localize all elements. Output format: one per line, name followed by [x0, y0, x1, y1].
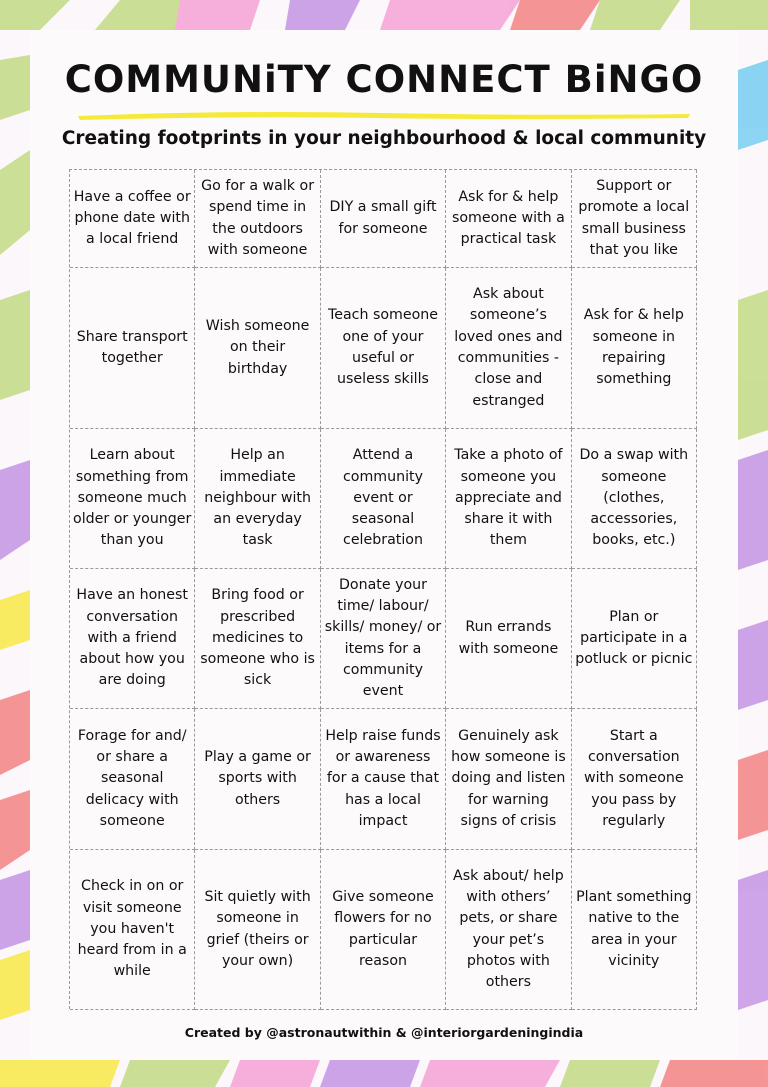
- bingo-cell: Have an honest conversation with a friend about how you are doing: [70, 569, 195, 709]
- bingo-cell: Wish someone on their birthday: [195, 268, 320, 429]
- page-title: COMMUNiTY CONNECT BiNGO: [64, 58, 704, 101]
- bingo-cell: Ask about someone’s loved ones and communities - close and estranged: [446, 268, 571, 429]
- bingo-cell: Do a swap with someone (clothes, accessories, books, etc.): [572, 429, 697, 569]
- bingo-cell: Play a game or sports with others: [195, 709, 320, 850]
- bingo-cell: Run errands with someone: [446, 569, 571, 709]
- bingo-cell: Attend a community event or seasonal celebration: [321, 429, 446, 569]
- bingo-cell: Check in on or visit someone you haven't heard from in a while: [70, 850, 195, 1010]
- bingo-cell: DIY a small gift for someone: [321, 170, 446, 268]
- bingo-cell: Help raise funds or awareness for a cause that has a local impact: [321, 709, 446, 850]
- title-highlight-stroke: [76, 107, 692, 121]
- bingo-cell: Start a conversation with someone you pass by regularly: [572, 709, 697, 850]
- bingo-cell: Donate your time/ labour/ skills/ money/ or items for a community event: [321, 569, 446, 709]
- bingo-cell: Forage for and/ or share a seasonal delicacy with someone: [70, 709, 195, 850]
- bingo-cell: Go for a walk or spend time in the outdoors with someone: [195, 170, 320, 268]
- bingo-cell: Give someone flowers for no particular reason: [321, 850, 446, 1010]
- bingo-cell: Bring food or prescribed medicines to someone who is sick: [195, 569, 320, 709]
- bingo-grid: [69, 169, 697, 1009]
- credits-footer: Created by @astronautwithin & @interiorgardeningindia: [184, 1025, 584, 1040]
- bingo-cell: Ask for & help someone in repairing something: [572, 268, 697, 429]
- bingo-cell: Teach someone one of your useful or useless skills: [321, 268, 446, 429]
- bingo-cell: Learn about something from someone much older or younger than you: [70, 429, 195, 569]
- bingo-cell: Help an immediate neighbour with an everyday task: [195, 429, 320, 569]
- bingo-cell: Ask for & help someone with a practical task: [446, 170, 571, 268]
- bingo-cell: Plant something native to the area in your vicinity: [572, 850, 697, 1010]
- bingo-cell: Ask about/ help with others’ pets, or share your pet’s photos with others: [446, 850, 571, 1010]
- bingo-cell: Genuinely ask how someone is doing and listen for warning signs of crisis: [446, 709, 571, 850]
- bingo-cell: Plan or participate in a potluck or picnic: [572, 569, 697, 709]
- bingo-cell: Sit quietly with someone in grief (theirs or your own): [195, 850, 320, 1010]
- page-subtitle: Creating footprints in your neighbourhood & local community: [61, 128, 707, 149]
- bingo-cell: Share transport together: [70, 268, 195, 429]
- bingo-cell: Support or promote a local small business that you like: [572, 170, 697, 268]
- bingo-cell: Have a coffee or phone date with a local friend: [70, 170, 195, 268]
- bingo-cell: Take a photo of someone you appreciate and share it with them: [446, 429, 571, 569]
